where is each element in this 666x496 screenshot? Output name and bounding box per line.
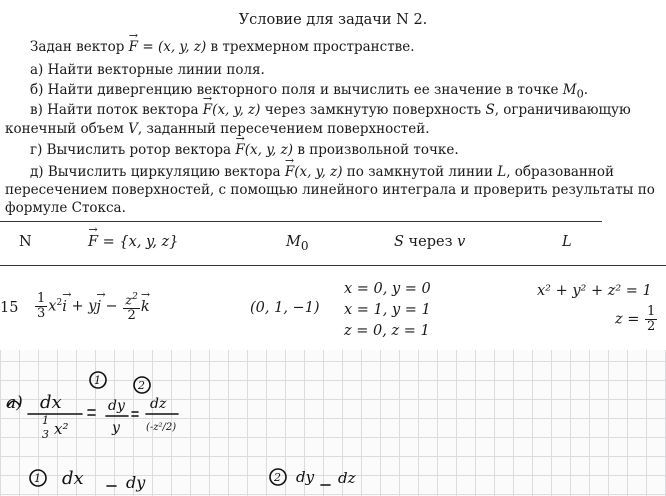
vector-f: → F (129, 38, 138, 56)
hw-bottom-dx: dx (62, 468, 84, 489)
unit-vector-k: → k (141, 299, 150, 315)
row-s-line1: x = 0, y = 0 (344, 281, 431, 297)
handwritten-notes (0, 350, 666, 496)
hw-frac2-num: dy (108, 398, 125, 414)
hw-item-label: а) (6, 393, 23, 413)
item-d-line3: формуле Стокса. (5, 200, 126, 216)
hw-frac1-den-num: 1 (42, 414, 49, 427)
hw-frac1-den-var: x² (54, 420, 69, 438)
row-s-line3: z = 0, z = 1 (344, 323, 430, 339)
item-a: а) Найти векторные линии поля. (30, 62, 265, 78)
intro-line: Задан вектор → F = (x, y, z) в трехмерном пространстве. (30, 38, 415, 56)
item-g: г) Вычислить ротор вектора → F(x, y, z) в произвольной точке. (30, 141, 459, 159)
unit-vector-i: → i (62, 299, 67, 315)
vector-f: → F (203, 101, 212, 119)
hw-frac3-den: (-z²/2) (146, 422, 177, 433)
vector-f: → F (285, 163, 294, 181)
header-l: L (562, 234, 572, 250)
vector-f: → F (235, 141, 244, 159)
item-d-line2: пересечением поверхностей, с помощью линейного интеграла и проверить результаты по (5, 182, 655, 198)
task-title: Условие для задачи N 2. (238, 12, 428, 28)
item-d-line1: д) Вычислить циркуляцию вектора → F(x, y, z) по замкнутой линии L, образованной (30, 163, 614, 181)
hw-circle-1: 1 (94, 374, 101, 387)
row-l-line2: z = $\frac{1}{2}$ (615, 304, 656, 334)
hw-circle-2: 2 (138, 379, 145, 392)
hw-bottom-circle-2: 2 (274, 471, 281, 484)
header-f: → F = {x, y, z} (88, 234, 178, 250)
item-b: б) Найти дивергенцию векторного поля и вычислить ее значение в точке $M_0$. (30, 82, 589, 101)
item-v-line1: в) Найти поток вектора → F(x, y, z) через замкнутую поверхность S, ограничивающую (30, 101, 631, 119)
handwriting-drawing (0, 350, 666, 496)
hw-bottom-dz: dz (338, 469, 356, 487)
header-m0: $M_0$ (286, 234, 309, 253)
header-s: S через v (394, 234, 466, 250)
hw-bottom-dy: dy (126, 473, 146, 492)
row-m0: (0, 1, −1) (250, 300, 320, 316)
hw-frac1-den-den: 3 (42, 428, 49, 441)
row-s-line2: x = 1, y = 1 (344, 302, 431, 318)
table-top-rule (0, 221, 602, 222)
hw-bottom-circle-1: 1 (34, 472, 41, 485)
hw-bottom-dy2: dy (296, 468, 315, 486)
hw-frac1-num: dx (40, 392, 62, 413)
row-number: 15 (0, 300, 19, 316)
row-vector-f: $\frac{1}{3}$ $x^2\to i + y\to j$ − $\frac{z^2}{2}$ → k (34, 290, 150, 323)
hw-frac2-den: y (112, 420, 120, 436)
item-v-line2: конечный объем V, заданный пересечением поверхностей. (5, 121, 430, 137)
unit-vector-j: → j (96, 299, 101, 315)
header-n: N (19, 234, 32, 250)
row-l-line1: x² + y² + z² = 1 (537, 283, 652, 299)
table-header-rule (0, 265, 666, 266)
hw-frac3-num: dz (150, 396, 167, 412)
